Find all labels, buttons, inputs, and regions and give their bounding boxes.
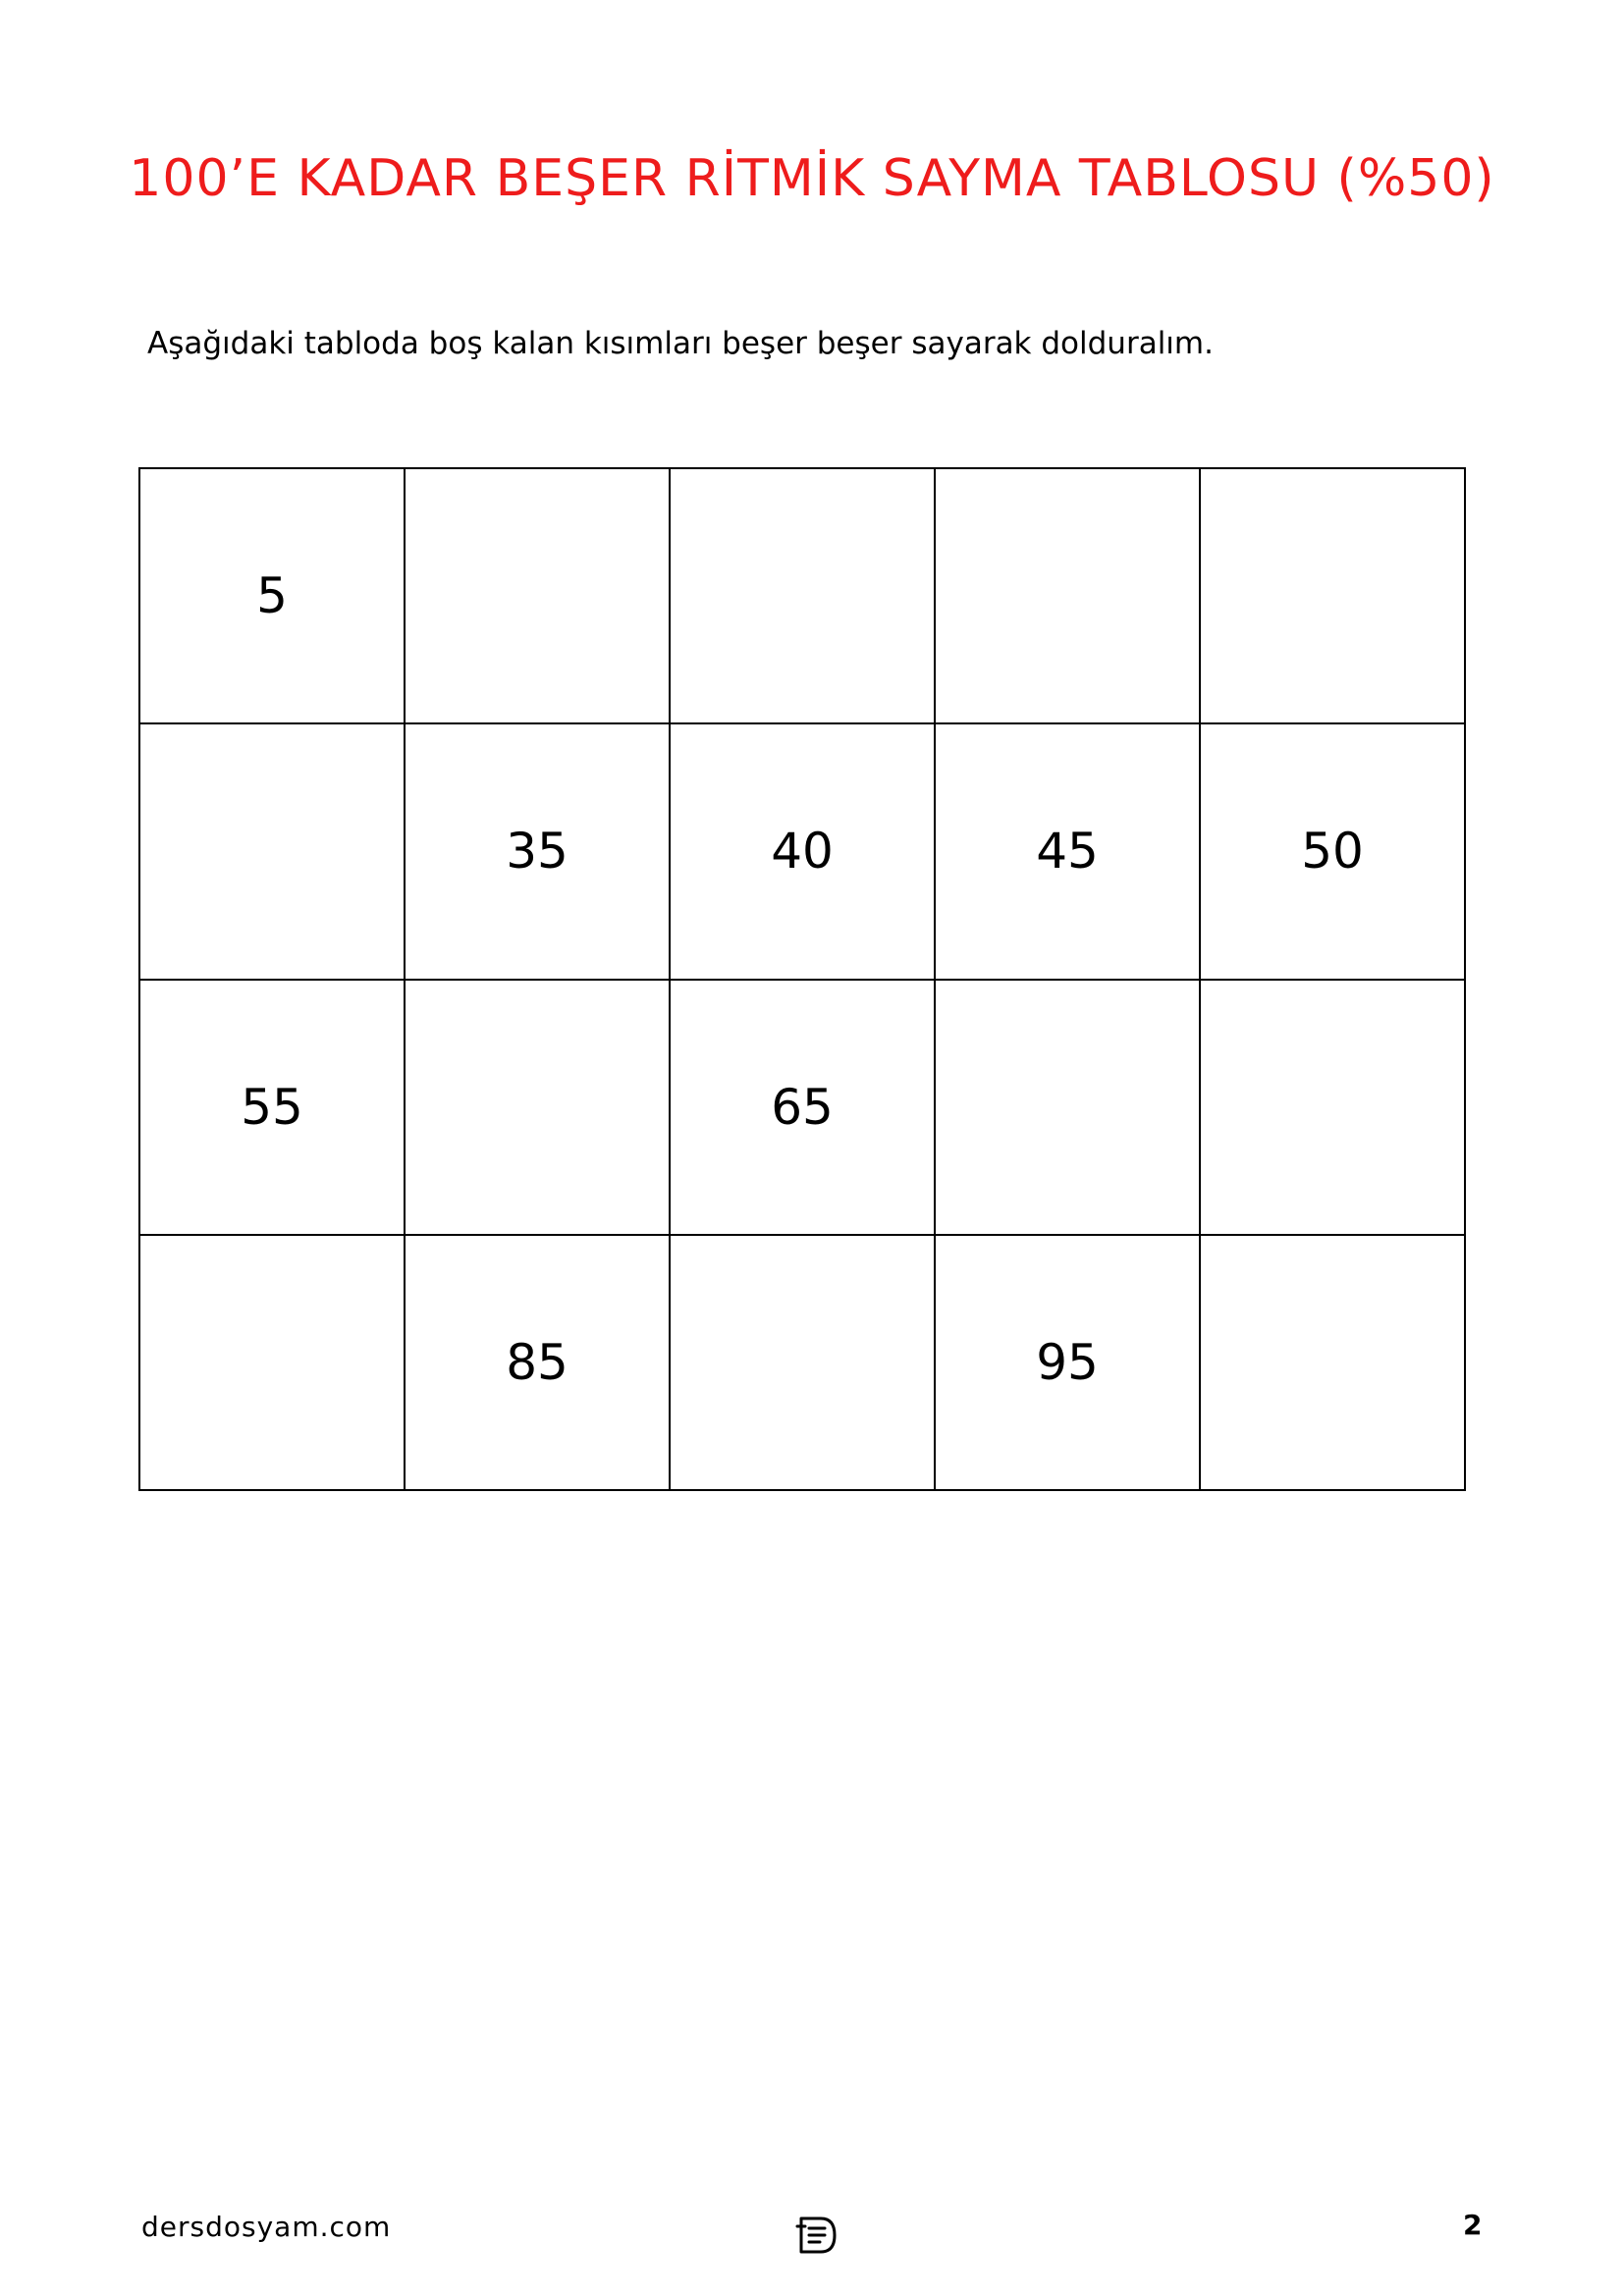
instruction-text: Aşağıdaki tabloda boş kalan kısımları beşer beşer sayarak dolduralım. [147,326,1214,361]
table-cell[interactable]: 35 [405,723,670,979]
notepad-logo-icon [795,2215,839,2256]
footer-site-link[interactable]: dersdosyam.com [141,2211,392,2243]
table-cell[interactable] [670,468,935,723]
table-row [139,723,1465,979]
table-cell[interactable]: 40 [670,723,935,979]
table-cell[interactable] [1200,980,1465,1235]
table-cell[interactable] [139,723,405,979]
table-cell[interactable] [1200,468,1465,723]
table-cell[interactable]: 85 [405,1235,670,1490]
table-cell[interactable] [935,980,1200,1235]
table-row [139,980,1465,1235]
table-cell[interactable]: 5 [139,468,405,723]
table-cell[interactable]: 50 [1200,723,1465,979]
table-cell[interactable] [405,980,670,1235]
table-cell[interactable] [405,468,670,723]
page-number: 2 [1463,2209,1483,2241]
table-cell[interactable] [670,1235,935,1490]
table-cell[interactable]: 65 [670,980,935,1235]
table-cell[interactable]: 45 [935,723,1200,979]
table-cell[interactable] [139,1235,405,1490]
table-cell[interactable] [1200,1235,1465,1490]
table-row [139,468,1465,723]
table-cell[interactable]: 55 [139,980,405,1235]
counting-table [138,467,1466,1491]
table-cell[interactable] [935,468,1200,723]
table-row [139,1235,1465,1490]
page-title: 100’E KADAR BEŞER RİTMİK SAYMA TABLOSU (%50) [129,149,1495,208]
table-cell[interactable]: 95 [935,1235,1200,1490]
